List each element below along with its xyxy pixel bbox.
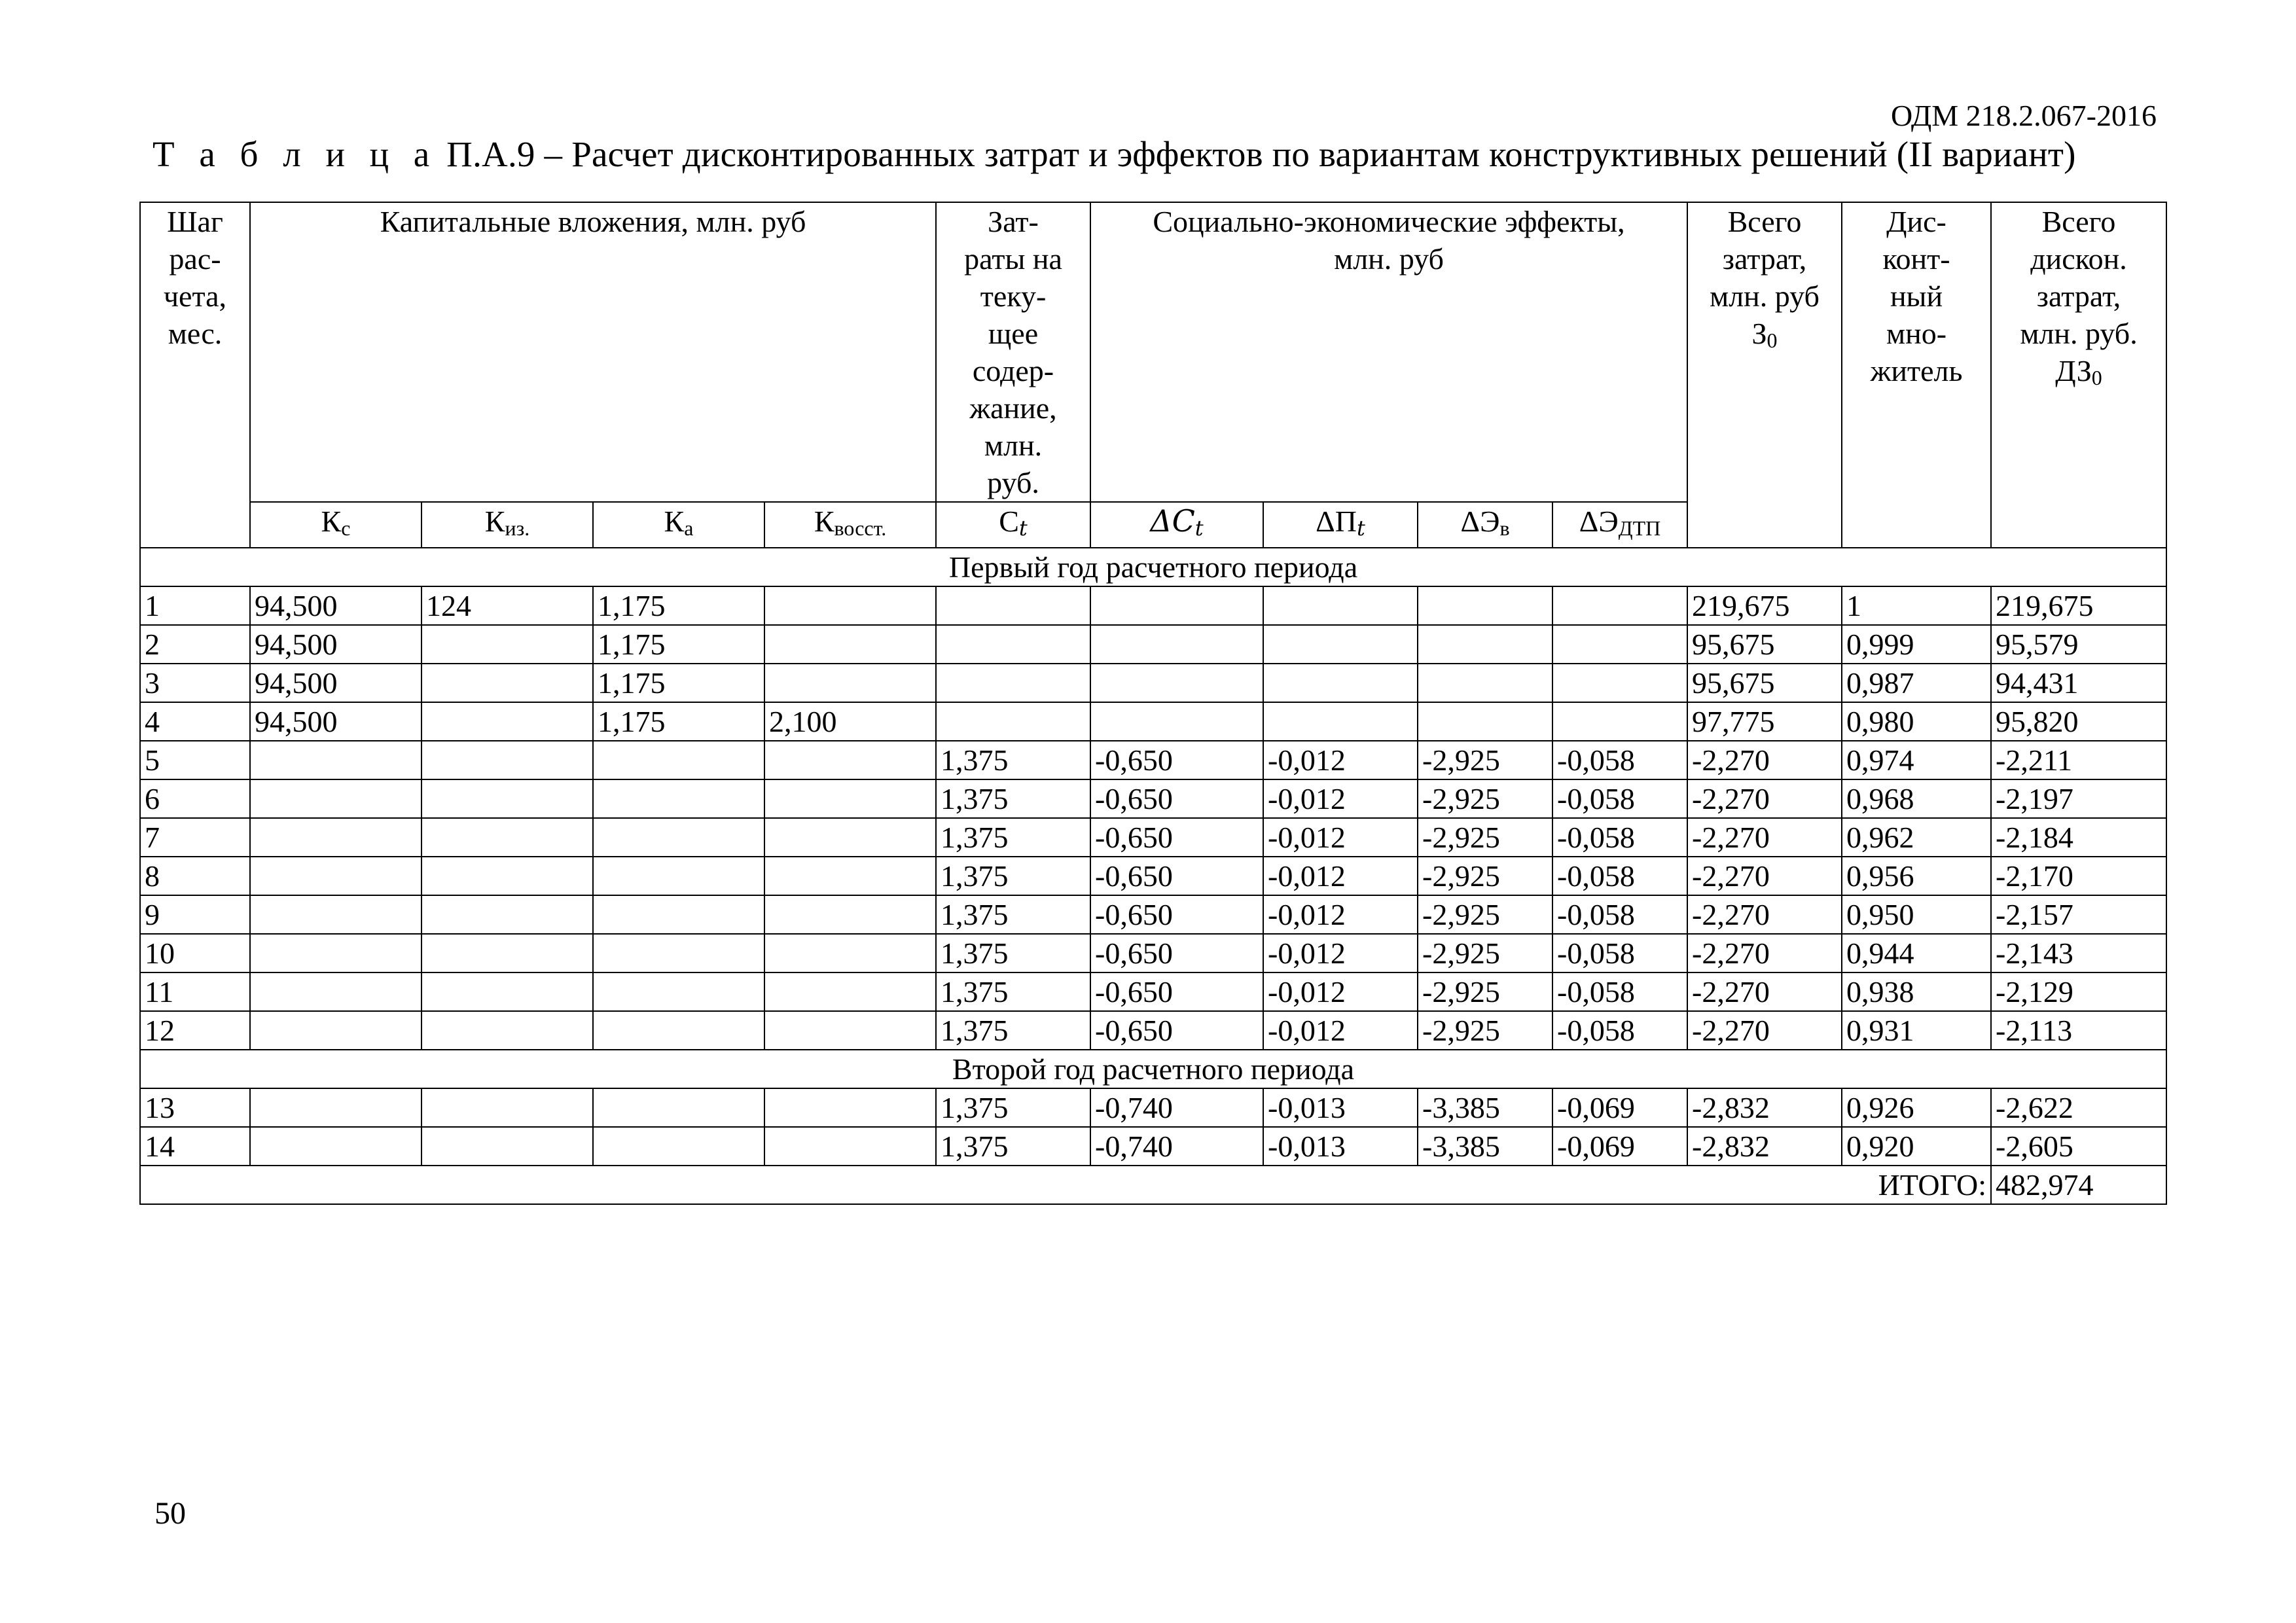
table-cell: 2: [140, 625, 250, 664]
table-cell: [422, 664, 593, 702]
table-cell: [593, 1088, 764, 1127]
table-cell: 97,775: [1687, 702, 1842, 741]
table-cell: -0,650: [1090, 857, 1263, 895]
table-cell: [250, 857, 422, 895]
table-cell: -2,832: [1687, 1088, 1842, 1127]
table-cell: 0,931: [1842, 1011, 1991, 1050]
table-cell: -2,184: [1991, 818, 2166, 857]
table-row: [140, 664, 2166, 702]
table-cell: [593, 741, 764, 779]
table-cell: 0,974: [1842, 741, 1991, 779]
table-cell: [593, 779, 764, 818]
table-row: [140, 934, 2166, 972]
subheader-dct: $\Delta C_t$: [1090, 502, 1263, 548]
table-cell: -3,385: [1418, 1088, 1552, 1127]
table-title: [152, 134, 2168, 175]
section-row-year2: [140, 1050, 2166, 1088]
table-cell: [250, 1127, 422, 1166]
table-cell: 0,944: [1842, 934, 1991, 972]
table-cell: [1090, 702, 1263, 741]
table-cell: 1: [140, 586, 250, 625]
table-cell: 0,987: [1842, 664, 1991, 702]
table-cell: 1,375: [936, 895, 1090, 934]
table-cell: -2,270: [1687, 857, 1842, 895]
table-cell: [1418, 664, 1552, 702]
table-cell: 8: [140, 857, 250, 895]
table-cell: -0,069: [1552, 1127, 1687, 1166]
table-cell: [936, 664, 1090, 702]
table-cell: 1,375: [936, 818, 1090, 857]
table-row: [140, 625, 2166, 664]
table-cell: -0,058: [1552, 934, 1687, 972]
table-cell: -0,012: [1263, 934, 1418, 972]
table-cell: 9: [140, 895, 250, 934]
header-effects: Социально-экономические эффекты, млн. руб: [1090, 202, 1687, 502]
table-cell: [1263, 702, 1418, 741]
table-cell: -2,143: [1991, 934, 2166, 972]
table-cell: -0,058: [1552, 1011, 1687, 1050]
table-title-prefix: Т а б л и ц а: [152, 134, 438, 174]
table-cell: -0,650: [1090, 934, 1263, 972]
table-cell: 1: [1842, 586, 1991, 625]
table-cell: 3: [140, 664, 250, 702]
table-cell: -0,012: [1263, 818, 1418, 857]
table-cell: -2,270: [1687, 779, 1842, 818]
table-cell: -0,012: [1263, 857, 1418, 895]
table-cell: 1,175: [593, 586, 764, 625]
table-cell: [250, 934, 422, 972]
table-cell: [422, 1088, 593, 1127]
table-cell: -3,385: [1418, 1127, 1552, 1166]
table-cell: -0,012: [1263, 741, 1418, 779]
table-cell: 219,675: [1991, 586, 2166, 625]
table-cell: 1,375: [936, 1088, 1090, 1127]
table-cell: [764, 1011, 936, 1050]
table-cell: 1,175: [593, 702, 764, 741]
table-cell: -0,650: [1090, 818, 1263, 857]
table-cell: [422, 895, 593, 934]
table-cell: -2,925: [1418, 779, 1552, 818]
table-cell: -0,058: [1552, 857, 1687, 895]
table-cell: [764, 664, 936, 702]
table-cell: [764, 625, 936, 664]
table-cell: [1263, 625, 1418, 664]
table-cell: 0,920: [1842, 1127, 1991, 1166]
table-cell: 4: [140, 702, 250, 741]
table-cell: 94,500: [250, 664, 422, 702]
header-maintenance: Зат- раты на теку- щее содер- жание, млн. руб.: [936, 202, 1090, 502]
table-cell: -2,925: [1418, 1011, 1552, 1050]
table-cell: -2,270: [1687, 895, 1842, 934]
table-cell: [764, 934, 936, 972]
table-cell: 11: [140, 972, 250, 1011]
table-cell: [764, 972, 936, 1011]
table-cell: 2,100: [764, 702, 936, 741]
table-cell: -0,058: [1552, 779, 1687, 818]
header-total-discounted: Всего дискон. затрат, млн. руб. $ДЗ_0$: [1991, 202, 2166, 548]
header-row: [140, 202, 2166, 502]
table-cell: -2,925: [1418, 972, 1552, 1011]
table-cell: -2,270: [1687, 972, 1842, 1011]
table-cell: [422, 972, 593, 1011]
table-cell: 95,579: [1991, 625, 2166, 664]
table-cell: 1,375: [936, 972, 1090, 1011]
table-cell: [593, 895, 764, 934]
section-row-year1: [140, 548, 2166, 586]
table-cell: 1,175: [593, 625, 764, 664]
table-cell: [764, 586, 936, 625]
table-cell: -0,740: [1090, 1127, 1263, 1166]
table-cell: [764, 818, 936, 857]
table-cell: -0,012: [1263, 779, 1418, 818]
table-cell: [1418, 625, 1552, 664]
table-cell: 95,675: [1687, 625, 1842, 664]
table-cell: [1552, 664, 1687, 702]
table-cell: -0,012: [1263, 972, 1418, 1011]
table-cell: -0,058: [1552, 741, 1687, 779]
table-cell: [764, 895, 936, 934]
table-cell: -0,058: [1552, 972, 1687, 1011]
table-cell: -0,650: [1090, 779, 1263, 818]
table-cell: -2,197: [1991, 779, 2166, 818]
table-cell: [764, 779, 936, 818]
table-cell: [250, 1011, 422, 1050]
table-cell: -0,650: [1090, 895, 1263, 934]
table-cell: [1263, 664, 1418, 702]
table-cell: [250, 818, 422, 857]
table-cell: -2,925: [1418, 934, 1552, 972]
table-cell: 0,926: [1842, 1088, 1991, 1127]
table-cell: -0,012: [1263, 1011, 1418, 1050]
table-cell: [764, 857, 936, 895]
table-row: [140, 779, 2166, 818]
table-cell: -2,211: [1991, 741, 2166, 779]
table-cell: 95,820: [1991, 702, 2166, 741]
subheader-kiz: $К_{из.}$: [422, 502, 593, 548]
header-total-costs: Всего затрат, млн. руб $З_0$: [1687, 202, 1842, 548]
table-cell: [1552, 702, 1687, 741]
subheader-ct: $С_t$: [936, 502, 1090, 548]
table-cell: 6: [140, 779, 250, 818]
table-cell: [936, 702, 1090, 741]
table-cell: [422, 818, 593, 857]
table-cell: [936, 586, 1090, 625]
table-cell: 1,375: [936, 1011, 1090, 1050]
table-cell: 124: [422, 586, 593, 625]
table-cell: [1552, 586, 1687, 625]
table-cell: [250, 779, 422, 818]
table-cell: [1090, 625, 1263, 664]
table-cell: -0,740: [1090, 1088, 1263, 1127]
table-cell: [593, 1127, 764, 1166]
subheader-kvos: $К_{восст.}$: [764, 502, 936, 548]
table-cell: [422, 857, 593, 895]
document-code: ОДМ 218.2.067-2016: [1890, 99, 2157, 132]
table-cell: -0,069: [1552, 1088, 1687, 1127]
table-row: [140, 741, 2166, 779]
table-cell: -2,129: [1991, 972, 2166, 1011]
table-cell: -2,605: [1991, 1127, 2166, 1166]
table-cell: 1,375: [936, 934, 1090, 972]
table-cell: [1418, 702, 1552, 741]
table-cell: 1,375: [936, 857, 1090, 895]
table-cell: -2,157: [1991, 895, 2166, 934]
table-cell: [593, 857, 764, 895]
table-cell: -0,650: [1090, 741, 1263, 779]
table-cell: -2,270: [1687, 934, 1842, 972]
table-cell: -0,012: [1263, 895, 1418, 934]
table-cell: [422, 779, 593, 818]
table-row: [140, 857, 2166, 895]
table-cell: -2,925: [1418, 818, 1552, 857]
total-value: 482,974: [1991, 1166, 2166, 1204]
table-cell: -2,270: [1687, 741, 1842, 779]
table-row: [140, 1088, 2166, 1127]
table-cell: 95,675: [1687, 664, 1842, 702]
table-cell: 1,375: [936, 1127, 1090, 1166]
table-cell: [422, 1127, 593, 1166]
table-title-text: П.А.9 – Расчет дисконтированных затрат и эффектов по вариантам конструктивных решений (II вариант): [437, 134, 2076, 174]
table-cell: [250, 1088, 422, 1127]
table-cell: [422, 702, 593, 741]
table-row: [140, 702, 2166, 741]
table-row: [140, 586, 2166, 625]
table-cell: [764, 741, 936, 779]
total-label: ИТОГО:: [140, 1166, 1991, 1204]
table-cell: 0,950: [1842, 895, 1991, 934]
table-cell: [250, 741, 422, 779]
table-cell: -2,270: [1687, 818, 1842, 857]
table-cell: [593, 1011, 764, 1050]
table-cell: -2,832: [1687, 1127, 1842, 1166]
table-row: [140, 1127, 2166, 1166]
subheader-ka: $К_а$: [593, 502, 764, 548]
discounted-costs-table: [139, 202, 2167, 1205]
table-cell: -0,058: [1552, 818, 1687, 857]
table-row: [140, 1011, 2166, 1050]
table-cell: -0,058: [1552, 895, 1687, 934]
table-cell: 1,375: [936, 779, 1090, 818]
subheader-kc: $К_с$: [250, 502, 422, 548]
table-cell: [422, 625, 593, 664]
table-cell: 5: [140, 741, 250, 779]
table-cell: 14: [140, 1127, 250, 1166]
table-cell: -2,270: [1687, 1011, 1842, 1050]
table-row: [140, 972, 2166, 1011]
subheader-dedtp: $\Delta Э_{ДТП}$: [1552, 502, 1687, 548]
table-cell: -0,013: [1263, 1127, 1418, 1166]
table-cell: [422, 1011, 593, 1050]
table-cell: 12: [140, 1011, 250, 1050]
header-step: Шаг рас- чета, мес.: [140, 202, 250, 548]
table-cell: 94,431: [1991, 664, 2166, 702]
table-cell: [250, 972, 422, 1011]
table-cell: 94,500: [250, 702, 422, 741]
header-discount-factor: Дис- конт- ный мно- житель: [1842, 202, 1991, 548]
table-cell: -0,650: [1090, 972, 1263, 1011]
table-cell: [1090, 586, 1263, 625]
table-cell: -2,925: [1418, 741, 1552, 779]
table-cell: 10: [140, 934, 250, 972]
section-title-year1: Первый год расчетного периода: [140, 548, 2166, 586]
table-cell: 219,675: [1687, 586, 1842, 625]
table-cell: -0,650: [1090, 1011, 1263, 1050]
table-cell: -2,170: [1991, 857, 2166, 895]
table-cell: [250, 895, 422, 934]
table-cell: [1263, 586, 1418, 625]
table-cell: 0,938: [1842, 972, 1991, 1011]
table-cell: 0,962: [1842, 818, 1991, 857]
table-cell: -2,925: [1418, 895, 1552, 934]
table-cell: 1,175: [593, 664, 764, 702]
table-cell: [422, 934, 593, 972]
table-row: [140, 895, 2166, 934]
subheader-dev: $\Delta Э_в$: [1418, 502, 1552, 548]
header-capital: Капитальные вложения, млн. руб: [250, 202, 936, 502]
section-title-year2: Второй год расчетного периода: [140, 1050, 2166, 1088]
table-cell: 13: [140, 1088, 250, 1127]
table-cell: 94,500: [250, 586, 422, 625]
table-cell: 0,956: [1842, 857, 1991, 895]
table-cell: [1552, 625, 1687, 664]
total-row: [140, 1166, 2166, 1204]
table-cell: 0,980: [1842, 702, 1991, 741]
table-cell: [936, 625, 1090, 664]
subheader-dpt: $\Delta П_t$: [1263, 502, 1418, 548]
table-cell: [764, 1127, 936, 1166]
table-cell: -0,013: [1263, 1088, 1418, 1127]
table-cell: -2,622: [1991, 1088, 2166, 1127]
table-cell: [422, 741, 593, 779]
table-cell: [593, 972, 764, 1011]
table-cell: 7: [140, 818, 250, 857]
table-cell: -2,925: [1418, 857, 1552, 895]
table-cell: [1090, 664, 1263, 702]
page-number: 50: [154, 1496, 186, 1531]
table-cell: 0,968: [1842, 779, 1991, 818]
table-cell: [593, 818, 764, 857]
table-cell: [1418, 586, 1552, 625]
table-row: [140, 818, 2166, 857]
table-cell: [593, 934, 764, 972]
table-cell: 94,500: [250, 625, 422, 664]
table-cell: [764, 1088, 936, 1127]
table-cell: 1,375: [936, 741, 1090, 779]
table-cell: -2,113: [1991, 1011, 2166, 1050]
table-cell: 0,999: [1842, 625, 1991, 664]
